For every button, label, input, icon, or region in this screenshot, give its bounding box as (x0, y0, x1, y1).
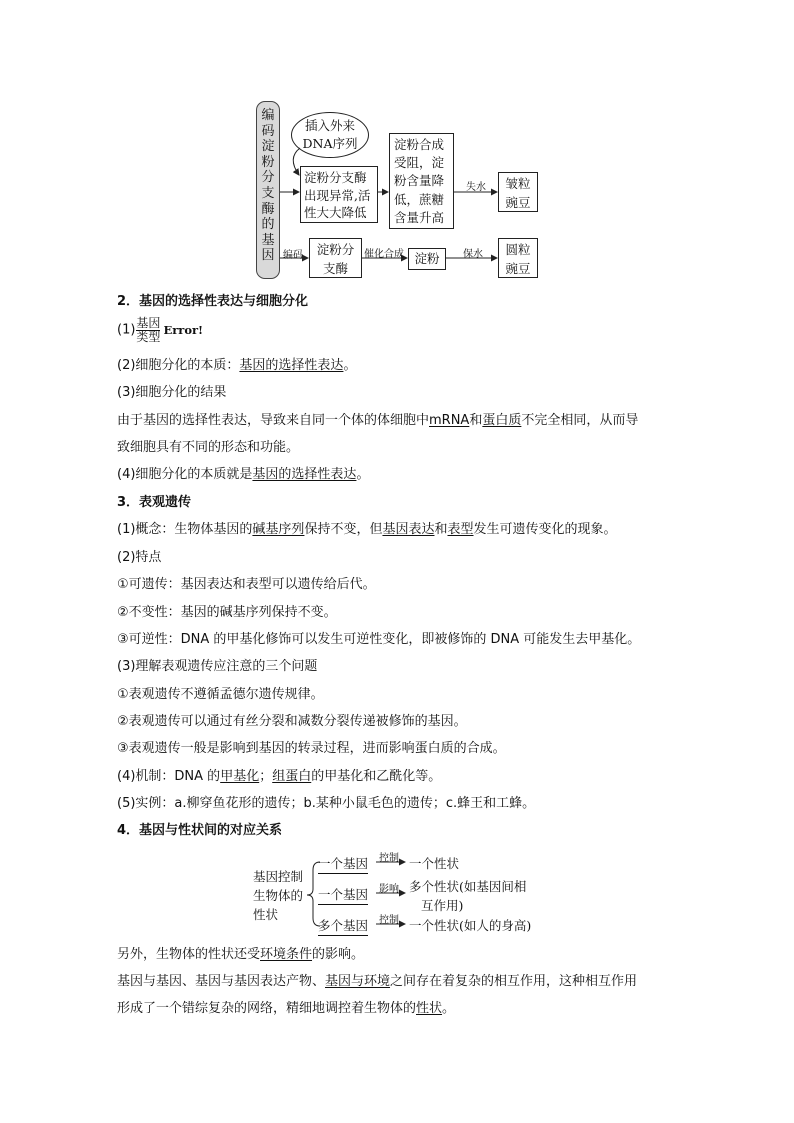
c1-c: 和 (434, 522, 448, 537)
gene-column-char: 支 (261, 185, 275, 201)
frac-bottom: 类型 (136, 329, 161, 344)
s4p2-b: 之间存在着复杂的相互作用，这种相互作用 (390, 974, 638, 989)
c10-c: 的甲基化和乙酰化等。 (311, 769, 442, 784)
s4p3-answer: 性状 (416, 1001, 443, 1016)
starch-block-line: 淀粉合成 (394, 137, 445, 152)
p2-end: 。 (343, 358, 357, 373)
p2-answer: 基因的选择性表达 (239, 358, 344, 373)
s4p2-a: 基因与基因、基因与基因表达产物、 (117, 974, 326, 989)
sec3-c9: ③表观遗传一般是影响到基因的转录过程，进而影响蛋白质的合成。 (117, 741, 506, 756)
gene-column-char: 编 (261, 108, 275, 123)
enzyme-line: 淀粉分 (316, 242, 355, 257)
wrinkled-line: 豌豆 (505, 195, 531, 210)
keep-water-label: 保水 (463, 249, 483, 260)
sec3-c3: ①可遗传：基因表达和表型可以遗传给后代。 (117, 577, 376, 592)
sec2-p3: (3)细胞分化的结果 (117, 385, 227, 400)
starch-block-line: 低，蔗糖 (394, 191, 445, 207)
left-line: 性状 (253, 907, 279, 922)
row2-source: 一个基因 (318, 885, 368, 905)
c1-a: (1)概念：生物体基因的 (117, 522, 253, 537)
gene-column-char: 粉 (261, 154, 275, 170)
abnormal-box-line: 淀粉分支酶 (304, 170, 367, 185)
sec3-c8: ②表观遗传可以通过有丝分裂和减数分裂传递被修饰的基因。 (117, 714, 467, 729)
c1-answer-3: 表型 (447, 522, 474, 537)
catalyze-label: 催化合成 (364, 249, 404, 260)
sec2-p4-line2: 致细胞具有不同的形态和功能。 (117, 440, 300, 455)
sec3-c5: ③可逆性：DNA 的甲基化修饰可以发生可逆性变化，即被修饰的 DNA 可能发生去甲基化。 (117, 632, 641, 647)
p5-prefix: (4)细胞分化的本质就是 (117, 467, 253, 482)
row2-target-line: 多个性状(如基因间相 (409, 879, 527, 894)
left-line: 基因控制 (253, 869, 304, 884)
s4p2-answer: 基因与环境 (325, 974, 391, 989)
gene-column-char: 码 (261, 123, 275, 139)
row3-source: 多个基因 (318, 916, 368, 936)
s4p1-a: 另外，生物体的性状还受 (117, 947, 261, 962)
gene-column-char: 酶 (261, 201, 275, 217)
gene-column-char: 分 (261, 170, 275, 186)
sec3-c2: (2)特点 (117, 550, 162, 565)
encode-label: 编码 (283, 250, 303, 261)
section-2-heading: 2．基因的选择性表达与细胞分化 (117, 294, 309, 309)
abnormal-box-line: 出现异常,活 (304, 187, 371, 203)
c10-b: ； (259, 769, 273, 784)
s4p1-answer: 环境条件 (260, 947, 313, 962)
abnormal-box-line: 性大大降低 (304, 205, 367, 220)
c1-answer-2: 基因表达 (382, 522, 435, 537)
row2-target (409, 877, 526, 915)
c10-answer-2: 组蛋白 (272, 769, 312, 784)
row1-source: 一个基因 (318, 854, 368, 874)
p5-end: 。 (356, 467, 370, 482)
c10-a: (4)机制：DNA 的 (117, 769, 221, 784)
section-4-heading: 4．基因与性状间的对应关系 (117, 823, 283, 838)
gene-column-char: 因 (261, 248, 275, 264)
starch-block-line: 受阻，淀 (394, 155, 445, 171)
p4-a: 由于基因的选择性表达，导致来自同一个体的体细胞中 (117, 413, 430, 428)
p1-prefix: (1) (117, 322, 136, 338)
row3-arrow-label: 控制 (379, 915, 399, 926)
sec3-c11: (5)实例：a.柳穿鱼花形的遗传；b.某种小鼠毛色的遗传；c.蜂王和工蜂。 (117, 796, 536, 811)
p2-prefix: (2)细胞分化的本质： (117, 358, 240, 373)
row3-target: 一个性状(如人的身高) (409, 918, 532, 933)
p4-answer-mrna: mRNA (429, 413, 470, 428)
sec3-c4: ②不变性：基因的碱基序列保持不变。 (117, 605, 337, 620)
sec4-p1 (117, 946, 364, 964)
sec3-c6: (3)理解表观遗传应注意的三个问题 (117, 659, 318, 674)
enzyme-line: 支酶 (322, 261, 348, 276)
p4-b: 和 (469, 413, 483, 428)
c1-d: 发生可遗传变化的现象。 (473, 522, 617, 537)
frac-top: 基因 (136, 315, 161, 330)
sec4-p2 (117, 973, 637, 991)
gene-column-char: 的 (261, 217, 275, 233)
c1-b: 保持不变，但 (304, 522, 383, 537)
row2-target-line: 互作用) (421, 898, 464, 913)
row1-target: 一个性状 (409, 856, 460, 871)
s4p3-b: 。 (442, 1001, 456, 1016)
round-line: 豌豆 (505, 261, 531, 276)
c1-answer-1: 碱基序列 (252, 522, 305, 537)
gene-column-char: 基 (261, 232, 275, 248)
gene-column-char: 淀 (261, 139, 275, 155)
sec4-p3 (117, 1000, 455, 1018)
left-line: 生物体的 (253, 888, 304, 903)
sec3-c7: ①表观遗传不遵循孟德尔遗传规律。 (117, 687, 324, 702)
wrinkled-line: 皱粒 (505, 176, 531, 191)
ellipse-line: DNA序列 (302, 136, 358, 151)
row1-arrow-label: 控制 (379, 853, 399, 864)
row2-arrow-label: 影响 (379, 884, 399, 895)
p5-answer: 基因的选择性表达 (252, 467, 357, 482)
starch-text: 淀粉 (414, 251, 440, 266)
c10-answer-1: 甲基化 (220, 769, 260, 784)
lose-water-label: 失水 (466, 182, 486, 193)
section-3-heading: 3．表观遗传 (117, 495, 192, 510)
starch-block-line: 含量升高 (394, 209, 445, 225)
starch-block-line: 粉含量降 (394, 173, 445, 189)
error-text: Error! (163, 323, 204, 337)
ellipse-line: 插入外来 (304, 118, 355, 133)
s4p3-a: 形成了一个错综复杂的网络，精细地调控着生物体的 (117, 1001, 417, 1016)
p4-answer-protein: 蛋白质 (482, 413, 522, 428)
round-line: 圆粒 (505, 242, 531, 257)
p4-c: 不完全相同，从而导 (521, 413, 639, 428)
s4p1-b: 的影响。 (312, 947, 365, 962)
